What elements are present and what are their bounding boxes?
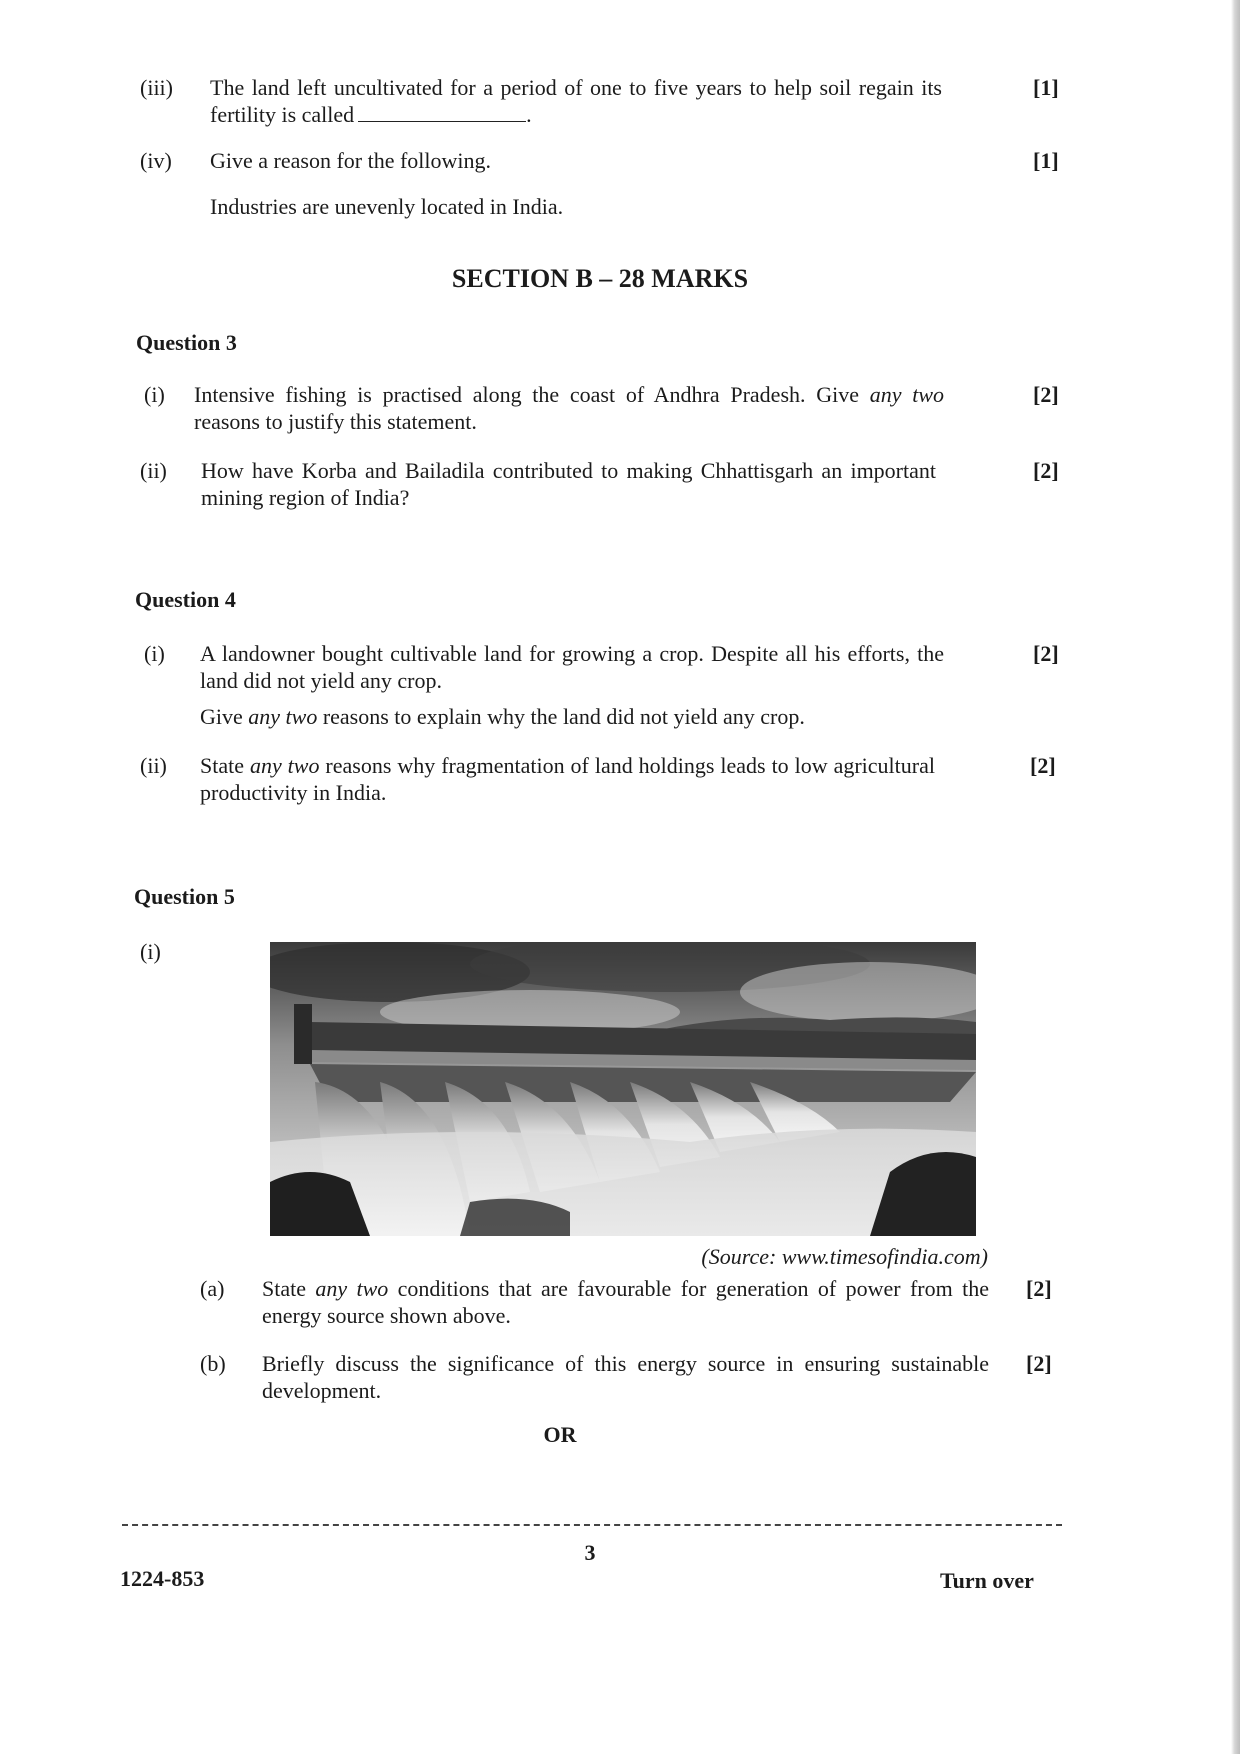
section-heading: SECTION B – 28 MARKS	[451, 264, 749, 293]
marks-label: [1]	[1033, 148, 1059, 173]
page-number: 3	[584, 1540, 596, 1565]
marks-label: [2]	[1030, 753, 1056, 778]
marks-label: [1]	[1033, 75, 1059, 100]
item-text-end: .	[526, 102, 532, 127]
marks-label: [2]	[1026, 1351, 1052, 1376]
question-2-iv-statement	[210, 193, 910, 220]
marks-label: [2]	[1026, 1276, 1052, 1301]
statement-text: Industries are unevenly located in India.	[210, 194, 564, 219]
item-text-emphasis: any two	[248, 704, 318, 729]
item-text: Give a reason for the following.	[210, 148, 492, 173]
item-number: (i)	[144, 641, 165, 666]
item-text	[262, 1275, 989, 1329]
image-source-credit: (Source: www.timesofindia.com)	[701, 1244, 988, 1269]
item-text-part: reasons to explain why the land did not yield any crop.	[317, 704, 805, 729]
dam-image	[270, 942, 976, 1236]
item-text	[210, 74, 942, 128]
item-text-part: Give	[200, 704, 249, 729]
item-text-main: The land left uncultivated for a period of one to five years to help soil regain its fertility is called	[210, 75, 942, 127]
item-number: (ii)	[140, 458, 167, 483]
item-number: (iv)	[140, 148, 172, 173]
item-number: (i)	[144, 382, 165, 407]
dam-photograph	[270, 942, 976, 1236]
question-5-heading: Question 5	[134, 884, 235, 909]
question-5-i-number: (i)	[140, 939, 161, 964]
marks-label: [2]	[1033, 382, 1059, 407]
page-edge-shadow	[1231, 0, 1240, 1754]
marks-label: [2]	[1033, 641, 1059, 666]
paper-code: 1224-853	[120, 1566, 205, 1591]
item-number: (iii)	[140, 75, 173, 100]
item-text: A landowner bought cultivable land for growing a crop. Despite all his efforts, the land did not yield any crop.	[200, 641, 944, 693]
item-text-part: reasons why fragmentation of land holdings leads to low agricultural productivity in India.	[200, 753, 935, 805]
item-number: (a)	[200, 1276, 225, 1301]
item-text-emphasis: any two	[249, 753, 320, 778]
item-number: (b)	[200, 1351, 226, 1376]
item-text-part: State	[200, 753, 250, 778]
item-text-part: State	[262, 1276, 316, 1301]
footer-dashed-rule	[122, 1524, 1062, 1526]
question-4-i-line2	[200, 703, 960, 730]
marks-label: [2]	[1033, 458, 1059, 483]
question-3-heading: Question 3	[136, 330, 237, 355]
item-text-part: Intensive fishing is practised along the coast of Andhra Pradesh. Give	[194, 382, 870, 407]
item-number: (ii)	[140, 753, 167, 778]
item-text-emphasis: any two	[315, 1276, 389, 1301]
item-text-part: reasons to justify this statement.	[194, 409, 477, 434]
turn-over-label: Turn over	[940, 1568, 1034, 1593]
item-text	[194, 381, 944, 435]
item-text-part: conditions that are favourable for generation of power from the energy source shown above.	[262, 1276, 989, 1328]
question-4-heading: Question 4	[135, 587, 236, 612]
item-text-emphasis: any two	[869, 382, 944, 407]
item-text: Briefly discuss the significance of this energy source in ensuring sustainable development.	[262, 1351, 989, 1403]
item-text: How have Korba and Bailadila contributed to making Chhattisgarh an important mining region of India?	[201, 458, 936, 510]
item-text	[200, 752, 935, 806]
or-separator: OR	[543, 1422, 577, 1447]
answer-blank	[358, 101, 526, 122]
